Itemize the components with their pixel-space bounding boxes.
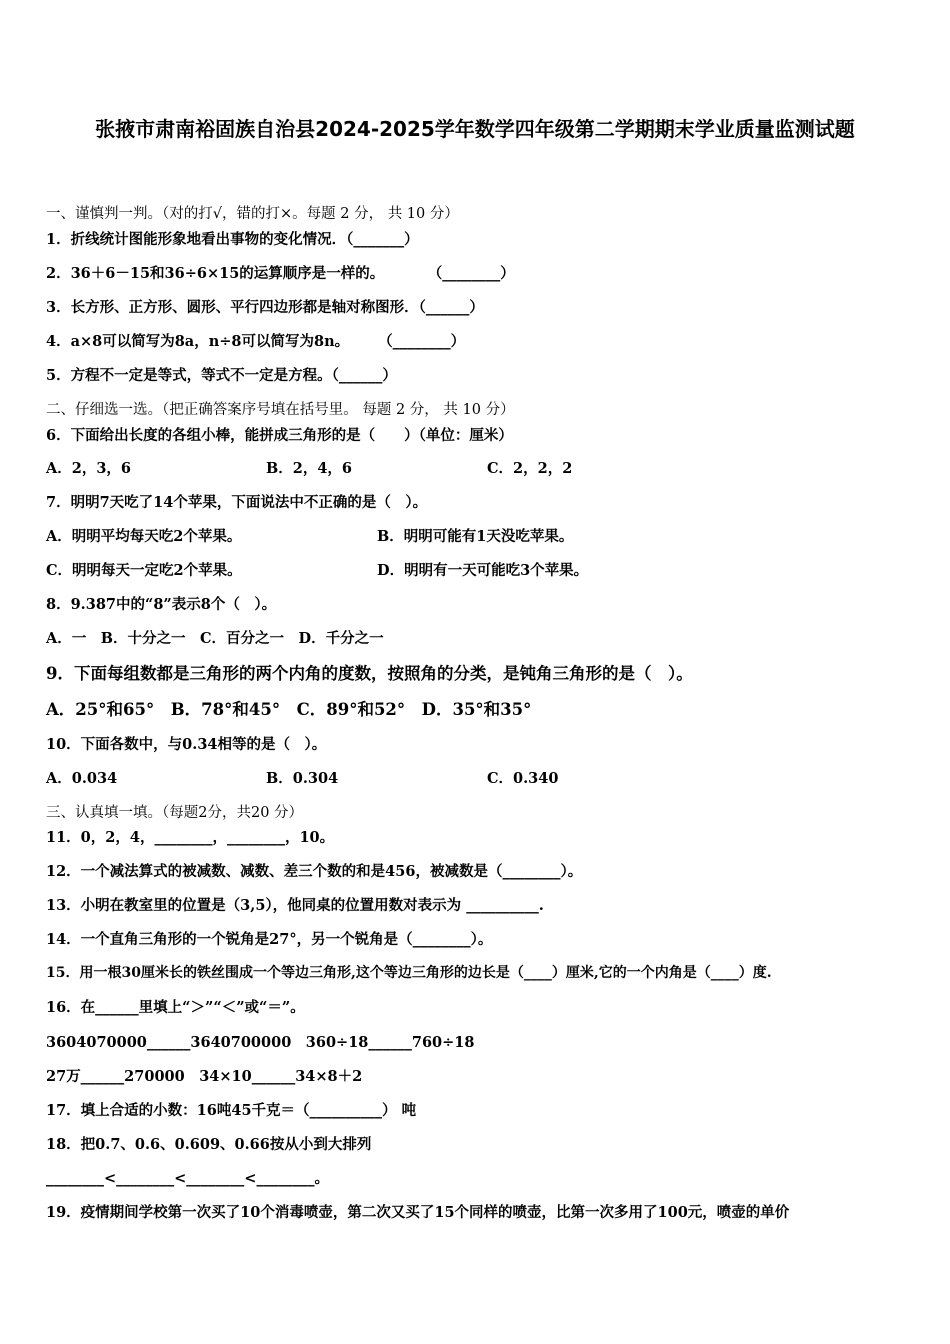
question-7-option-a: A．明明平均每天吃2个苹果。 — [46, 528, 242, 545]
question-7: 7．明明7天吃了14个苹果，下面说法中不正确的是（ ）。 — [46, 494, 428, 511]
question-8-options: A．一 B．十分之一 C．百分之一 D．千分之一 — [46, 630, 384, 647]
page-title: 张掖市肃南裕固族自治县2024-2025学年数学四年级第二学期期末学业质量监测试题 — [95, 117, 855, 141]
question-6-option-a: A．2，3，6 — [46, 460, 132, 477]
question-16-line-1: 3604070000______3640700000 360÷18______760÷18 — [46, 1034, 475, 1051]
question-6: 6．下面给出长度的各组小棒，能拼成三角形的是（ ）（单位：厘米） — [46, 427, 513, 444]
question-8: 8．9.387中的“8”表示8个（ ）。 — [46, 596, 277, 613]
question-12: 12．一个减法算式的被减数、减数、差三个数的和是456，被减数是（________）。 — [46, 863, 583, 880]
question-15: 15．用一根30厘米长的铁丝围成一个等边三角形,这个等边三角形的边长是（____）厘米,它的一个内角是（____）度. — [46, 965, 772, 981]
question-5: 5．方程不一定是等式，等式不一定是方程。（______） — [46, 367, 397, 384]
question-10-option-c: C．0.340 — [487, 770, 559, 787]
question-14: 14．一个直角三角形的一个锐角是27°，另一个锐角是（________）。 — [46, 931, 493, 948]
question-1: 1．折线统计图能形象地看出事物的变化情况．（_______） — [46, 231, 419, 248]
question-3: 3．长方形、正方形、圆形、平行四边形都是轴对称图形．（______） — [46, 299, 484, 316]
question-4: 4．a×8可以简写为8a，n÷8可以简写为8n。 （________） — [46, 333, 466, 350]
question-2: 2．36＋6－15和36÷6×15的运算顺序是一样的。 （________） — [46, 265, 515, 282]
section-1-heading: 一、谨慎判一判。（对的打√，错的打×。每题 2 分， 共 10 分） — [46, 206, 459, 222]
question-10: 10．下面各数中，与0.34相等的是（ ）。 — [46, 736, 327, 753]
question-16-line-2: 27万______270000 34×10______34×8＋2 — [46, 1068, 363, 1085]
question-6-option-c: C．2，2，2 — [487, 460, 573, 477]
question-7-option-b: B．明明可能有1天没吃苹果。 — [377, 528, 574, 545]
question-17: 17．填上合适的小数：16吨45千克＝（__________） 吨 — [46, 1102, 417, 1119]
question-9-options: A．25°和65° B．78°和45° C．89°和52° D．35°和35° — [46, 700, 532, 719]
question-11: 11．0，2，4，________，________，10。 — [46, 829, 335, 846]
question-10-option-b: B．0.304 — [266, 770, 339, 787]
question-16: 16．在______里填上“＞”“＜”或“＝”。 — [46, 999, 305, 1016]
question-6-option-b: B．2，4，6 — [266, 460, 353, 477]
question-7-option-d: D．明明有一天可能吃3个苹果。 — [377, 562, 589, 579]
section-2-heading: 二、仔细选一选。（把正确答案序号填在括号里。 每题 2 分， 共 10 分） — [46, 402, 515, 418]
question-18-blanks: ________<________<________<________。 — [46, 1170, 329, 1187]
question-19: 19．疫情期间学校第一次买了10个消毒喷壶，第二次又买了15个同样的喷壶，比第一次多用了100元，喷壶的单价 — [46, 1204, 790, 1221]
question-13: 13．小明在教室里的位置是（3,5），他同桌的位置用数对表示为 __________. — [46, 897, 544, 914]
question-9: 9．下面每组数都是三角形的两个内角的度数，按照角的分类，是钝角三角形的是（ ）。 — [46, 664, 693, 683]
question-18: 18．把0.7、0.6、0.609、0.66按从小到大排列 — [46, 1136, 372, 1153]
section-3-heading: 三、认真填一填。（每题2分，共20 分） — [46, 805, 304, 821]
question-10-option-a: A．0.034 — [46, 770, 118, 787]
question-7-option-c: C．明明每天一定吃2个苹果。 — [46, 562, 242, 579]
